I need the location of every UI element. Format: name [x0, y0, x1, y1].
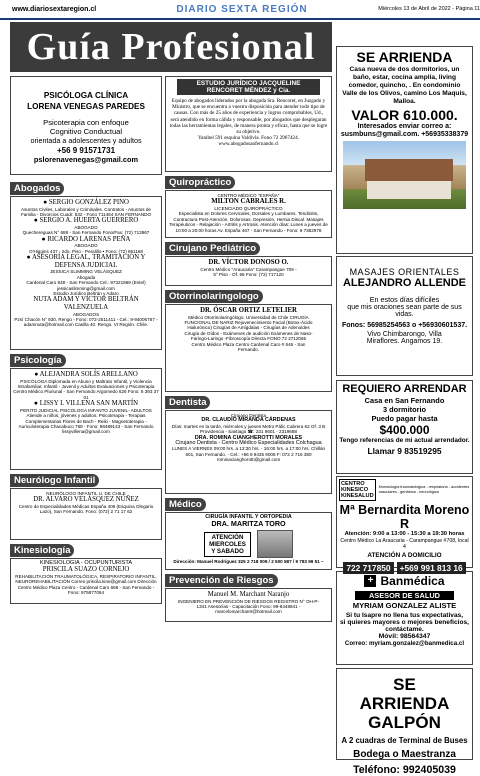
- lawyer-title: Abogada: [76, 274, 96, 280]
- quiro-detail: Especialista en Dolores Cervicales, Dorsales y Lumbares. Tendinitis, Contractura Post-Atención. Dolorosas. Depresión, Hernia Discal. Masajes Terapéuticos - Relajación - Artritis y Artrosis. Atención días: Lunes a jueves de 10:00 a 20:00 horas Av. España 467 - San Fernando - Fono: 9 7382978: [169, 211, 328, 233]
- galpon-ad: [336, 668, 473, 776]
- otorrino-name: DR. ÓSCAR ORTIZ LETELIER: [200, 307, 297, 314]
- lawyer-name: ● ASESORÍA LEGAL, TRAMITACIÓN Y DEFENSA JUDICIAL: [26, 254, 146, 269]
- kinesalud-logo: CENTRO KINESICO KINESALUD: [341, 481, 374, 499]
- section-quiropractico: Quiropráctico: [165, 176, 235, 189]
- neurologo-ad: [10, 488, 162, 540]
- medico-line: CIRUGÍA INFANTIL Y ORTOPEDIA: [205, 514, 292, 520]
- lawyer-title: ABOGADOS: [72, 311, 100, 317]
- kinesalud-hours: Atención: 9:00 a 13:00 - 15:30 a 19:30 horas: [344, 531, 465, 537]
- arriendo-body: Casa nueva de dos dormitorios, un baño, estar, cocina amplia, living comedor, quincho, . En condominio Valle de los Olivos, camino Los Maquis, Malloa.: [342, 66, 467, 105]
- section-kinesiologia: Kinesiología: [10, 544, 74, 557]
- ad-title: PSICÓLOGA CLÍNICA: [43, 91, 129, 100]
- ad-name: LORENA VENEGAS PAREDES: [27, 102, 145, 111]
- quiro-name: MILTON CABRALES R.: [211, 198, 286, 206]
- kinesalud-home: ATENCIÓN A DOMICILIO: [367, 552, 442, 559]
- banmedica-ad: [336, 571, 473, 665]
- requiero-line: 3 dormitorio: [382, 405, 427, 414]
- estudio-title: ESTUDIO JURÍDICO JACQUELINE RENCORET MÉNDEZ y Cía.: [177, 79, 320, 95]
- dentist-name: DRA. ROMINA CIANGHEROTTI MORALES: [194, 434, 303, 441]
- column-middle: [165, 76, 332, 622]
- masajes-address: Vivo Chimbarongo, Villa Miraflores. Angamos 19.: [366, 331, 443, 345]
- arriendo-price: VALOR 610.000.: [351, 107, 458, 123]
- banmedica-line: Si tu Isapre no llena tus expectativas,: [345, 612, 464, 619]
- lawyer-sub: JESSICA SLIMMING VELÁSQUEZ: [50, 269, 122, 275]
- masajes-line: que mis oraciones sean parte de sus vidas.: [347, 304, 462, 318]
- lawyer-detail: Asuntos Civiles, Laborales y Criminales. Contratos - Asuntos de Familia - Divorcios Cuadr. 532 - Fono 711464 SAN FERNANDO: [20, 206, 152, 217]
- banmedica-name: MYRIAM GONZALEZ ALISTE: [352, 601, 457, 610]
- psychologist-detail: PSICÓLOGA Diplomada en Abuso y Maltrato Infantil, y Violencia Intrafamiliar. Infantil - Juvenil y Adultos Evaluaciones y Psicoterapia Centro Médico Pluriunal - San Fernando Argomedo 626 Fono: 6 393 37 01: [13, 378, 159, 400]
- bullet-icon: ●: [41, 235, 48, 243]
- dentist-detail: Días: martes en la tarde, miércoles y jueves Metro Pálic Cabrera 62 Of. 3 B Providencia - Santiago ☎: 231 9601 - 2319688: [171, 423, 326, 435]
- bullet-icon: ●: [33, 217, 40, 225]
- requiero-line: Tengo referencias de mi actual arrendador.: [339, 437, 470, 444]
- masajes-name: ALEJANDRO ALLENDE: [342, 277, 467, 289]
- riesgos-ad: [165, 588, 332, 622]
- kinesalud-header: [339, 479, 470, 501]
- medico-address: Dirección: Manuel Rodríguez 325 2 718 009 / 2 500 587 / 9 783 99 51 –: [173, 559, 324, 565]
- banmedica-line: si quieres mayores o mejores beneficios,: [340, 619, 469, 626]
- section-otorrino: Otorrinolaringologo: [165, 290, 263, 303]
- lawyer-detail: Quechereguas N° 688 - San Fernando Fono/Fax: (72) 713967: [22, 230, 150, 236]
- column-right: [336, 46, 473, 776]
- kinesalud-tag: Kinesiología traumatológica - respiratoria - accidentes vasculares - geriátrica - neurológica: [378, 485, 470, 494]
- banmedica-email: Correo: myriam.gonzalez@banmedica.cl: [344, 640, 465, 647]
- psychologist-detail: PERITO JUDICIAL PSICOLOGA INFANTO JUVENIL- ADULTOS Atiende a niños, jóvenes y adultos. Psicoterapia - Terapias Complementarias Flores de Bach - Reiki - Magnetoterapia - Auriculoterapia Chacabuco 768 - Fono: 98489143 - San Fernando lissyvillena@gmail.com: [18, 407, 154, 435]
- quiro-title: LICENCIADO QUIROPRÁCTICO: [214, 206, 283, 211]
- kinesalud-address: Centro Médico La Araucaria - Carampangue #708, local 4: [340, 538, 469, 550]
- hours-line: ATENCIÓN: [211, 533, 244, 541]
- kinesiologia-ad: [10, 558, 162, 604]
- otorrino-detail: Médico Otorrinolaringólogo. Universidad de Chile CIRUGÍA FUNCIONAL DE NARIZ Rejuvenecimiento Facial (Botox-Ácido Hialurónico) Cirugías de Amígdalas - Cirugías de Adenoides Cirugía de Oídos - Exámenes de audición Exámenes de Naso-Faringo-Laringo -Fibroscopía Directa FONO 72 2712065 Centro Médico Plaza Centro Cardenal Caro # 646 - San Fernando.: [184, 314, 313, 353]
- quiro-ad: [165, 190, 332, 238]
- house-wall: [367, 181, 451, 199]
- column-left: [10, 76, 162, 604]
- issue-date: Miércoles 13 de Abril de 2022 - Página 11: [378, 6, 480, 12]
- cirujano-ad: [165, 256, 332, 286]
- email-address: pslorenavenegas@gmail.com: [33, 155, 139, 164]
- house-roof: [365, 159, 453, 181]
- cirujano-name: DR. VÍCTOR DONOSO O.: [208, 259, 289, 266]
- bullet-icon: ●: [34, 371, 40, 378]
- kinesalud-ad: [336, 476, 473, 573]
- psicologia-list: [10, 368, 162, 470]
- lawyer-name: ● RICARDO LARENAS PEÑA: [41, 235, 131, 243]
- dentista-ad: [165, 410, 332, 494]
- riesgos-name: Manuel M. Marchant Naranjo: [207, 591, 290, 598]
- galpon-line: A 2 cuadras de Terminal de Buses: [341, 736, 468, 745]
- phone-number: +56 9 91571731: [56, 146, 116, 155]
- kine-line: KINESIOLOGIA - OCUPUNTURISTA: [39, 560, 133, 566]
- lawyer-detail: O'Higgins 437 - 2do. Piso - Peralillo • Fono: (72) 861168: [29, 248, 143, 254]
- doctor-photo: [257, 530, 293, 558]
- phone-badge: +569 991 813 16: [397, 562, 466, 574]
- lawyer-detail: Pzsí Chacón N° 930, Rengo - Fono: 072-2511411 - Cel.: 9-94006787 - adamnuta@hotmail.com Casilla 40. Rengo. VI Región. Chile.: [14, 317, 158, 328]
- cirujano-detail: Centro Médico "Araucaria" Carampangue 708 - 5° Piso - Of. 56 Fono: (72) 717120: [200, 266, 297, 277]
- guide-banner: Guía Profesional: [10, 22, 332, 72]
- lawyer-name: NUTA ADAM Y VÍCTOR BELTRÁN VALENZUELA: [33, 296, 139, 312]
- lawyer-detail: Cardenal Caro 848 - San Fernando Cel.: 97321969 (Entel) jessicaslimming@gmail.com: [26, 280, 146, 291]
- psychologist-name: ● ALEJANDRA SOLÍS ARELLANO: [34, 371, 138, 378]
- hours-label: [204, 532, 251, 557]
- page-header: [0, 0, 480, 20]
- abogados-list: [10, 196, 162, 350]
- masajes-line: En estos días difíciles: [369, 295, 440, 304]
- medico-ad: [165, 512, 332, 570]
- hours-line: MIERCOLES: [209, 540, 246, 548]
- banmedica-logo: [339, 574, 470, 588]
- section-cirujano: Cirujano Pediátrico: [165, 242, 260, 255]
- dentist-pre: Cirujano Dentista: [230, 413, 267, 418]
- ad-line: orientada a adolescentes y adultos: [30, 136, 142, 145]
- medico-hours-box: [168, 530, 329, 558]
- estudio-body: Equipo de abogados liderados por la abogada Sra. Rencoret, en Juzgado y Ministro, que se encuentra a vuestra disposición para atender todo tipo de causas. Con más de 25 años de experiencia y logros comprobables, Ud., será atendido en forma cálida y responsable, por abogados que desplegaran todas las herramientas legales, de manera pronta y eficaz, hasta que se logre su objetivo.: [169, 98, 328, 136]
- kinesalud-name: Mª Bernardita Moreno R: [339, 503, 470, 531]
- section-neurologo: Neurólogo Infantil: [10, 474, 99, 487]
- site-url[interactable]: www.diariosextaregion.cl: [12, 5, 97, 13]
- requiero-line: Casa en San Fernando: [364, 396, 445, 405]
- masajes-ad: [336, 256, 473, 376]
- section-riesgos: Prevención de Riesgos: [165, 574, 278, 587]
- dentist-detail: LUNES A VIERNES 09:00 hrs. a 13:30 hrs. - 16:00 hrs. a 17:00 hrs. Chillán 601, San Fernando. - Cel.: +56 9 9435 9008 F: 072 2 716 380 rominacianghorotti@gmail.com: [171, 446, 326, 463]
- neuro-detail: Centro de Especialidades Médicas Espaňa 408 (Esquina Olegario Lazo), San Fernando. Fono: (072) 2 71 17 62: [18, 504, 154, 515]
- lawyer-title: ABOGADO: [74, 225, 98, 230]
- banmedica-brand: Banmédica: [380, 574, 445, 588]
- kinesalud-phones: [339, 562, 470, 574]
- requiero-ad: [336, 380, 473, 474]
- section-dentista: Dentista: [165, 396, 210, 409]
- galpon-line: Bodega o Maestranza: [353, 749, 456, 760]
- lawyer-pre: Estudio Jurídico Beltrán y Adaro: [53, 291, 119, 297]
- masajes-phones: Fonos: 56985254563 o +56930601537.: [341, 322, 468, 329]
- requiero-call: Llamar 9 83519295: [367, 446, 442, 456]
- masajes-title: MASAJES ORIENTALES: [349, 267, 460, 277]
- hours-line: Y SABADO: [211, 547, 244, 555]
- section-psicologia: Psicología: [10, 354, 66, 367]
- medico-name: DRA. MARITZA TORO: [211, 519, 286, 529]
- bullet-icon: ●: [33, 400, 40, 408]
- estudio-contact: Yanibel 591 esquina Valdivia. Fono 72 2967424. www.abogadosanfernando.cl: [197, 135, 300, 148]
- estudio-ad: [165, 76, 332, 172]
- bullet-icon: ●: [43, 199, 49, 206]
- banmedica-phone: Móvil: 98564347: [378, 633, 431, 640]
- riesgos-detail: INGENIERO EN PREVENCIÓN DE RIESGOS REGISTRO N° OH-P-1341 Asesorías - Capacitación Fono: 99-6448841 - marcelomarchantr@hotmail.com: [178, 598, 319, 615]
- otorrino-ad: [165, 304, 332, 392]
- requiero-line: Puedo pagar hasta: [371, 414, 438, 423]
- kine-name: PRISCILA SUAZO CORNEJO: [42, 566, 130, 574]
- kine-detail: REHABILITACIÓN TRAUMATOLÓGICA, RESPIRATORIO INFANTIL, NEUROREHABILITACIÓN Correo priscila.kine@gmail.com Dirección Centro Médico Plaza Centro - Cardenal Caro 668 - San Fernando - Fono: 975877064: [15, 574, 157, 596]
- section-medico: Médico: [165, 498, 206, 511]
- section-abogados: Abogados: [10, 182, 64, 195]
- banmedica-line: contáctame.: [385, 626, 424, 633]
- galpon-title: SE ARRIENDA GALPÓN: [359, 675, 450, 732]
- bullet-icon: ●: [26, 254, 32, 262]
- neuro-detail: NEURÓLOGO INFANTIL U. DE CHILE: [46, 491, 126, 496]
- ad-line: Psicoterapia con enfoque: [43, 118, 129, 127]
- arriendo-ad: [336, 46, 473, 254]
- psychologist-name: ● LISSY I. VILLENA SAN MARTÍN: [33, 400, 139, 408]
- lawyer-name: ● SERGIO A. HUERTA GUERRERO: [33, 217, 139, 225]
- neuro-name: DR. ALVARO VELÁSQUEZ NÚÑEZ: [33, 496, 139, 504]
- dentist-name: DR. CLAUDIO MIRANDA CÁRDENAS: [201, 417, 296, 424]
- requiero-price: $400.000: [379, 423, 430, 437]
- psico-clinica-ad: [10, 76, 162, 175]
- ad-line: Cognitivo Conductual: [49, 127, 123, 136]
- dentist-pre: Cirujano Dentista - Centro Médico Especialidades Colchagua: [175, 440, 322, 447]
- quiro-pre: CENTRO MÉDICO "ESPAÑA": [217, 193, 280, 198]
- banmedica-icon: +: [364, 575, 376, 587]
- banmedica-role: ASESOR DE SALUD: [355, 591, 454, 600]
- lawyer-name: ● SERGIO GONZÁLEZ PINO: [43, 199, 129, 206]
- galpon-phone: Teléfono: 992405039: [353, 764, 456, 776]
- lawyer-title: ABOGADO: [74, 243, 98, 249]
- arriendo-title: SE ARRIENDA: [356, 49, 453, 65]
- house-photo: [343, 141, 466, 209]
- arriendo-contact: Interesados enviar correo a: susmbuns@gmail.com. +56935338379: [340, 123, 469, 138]
- newspaper-title: DIARIO SEXTA REGIÓN: [176, 3, 308, 15]
- requiero-title: REQUIERO ARRENDAR: [342, 383, 467, 395]
- phone-badge: 722 717850: [343, 562, 393, 574]
